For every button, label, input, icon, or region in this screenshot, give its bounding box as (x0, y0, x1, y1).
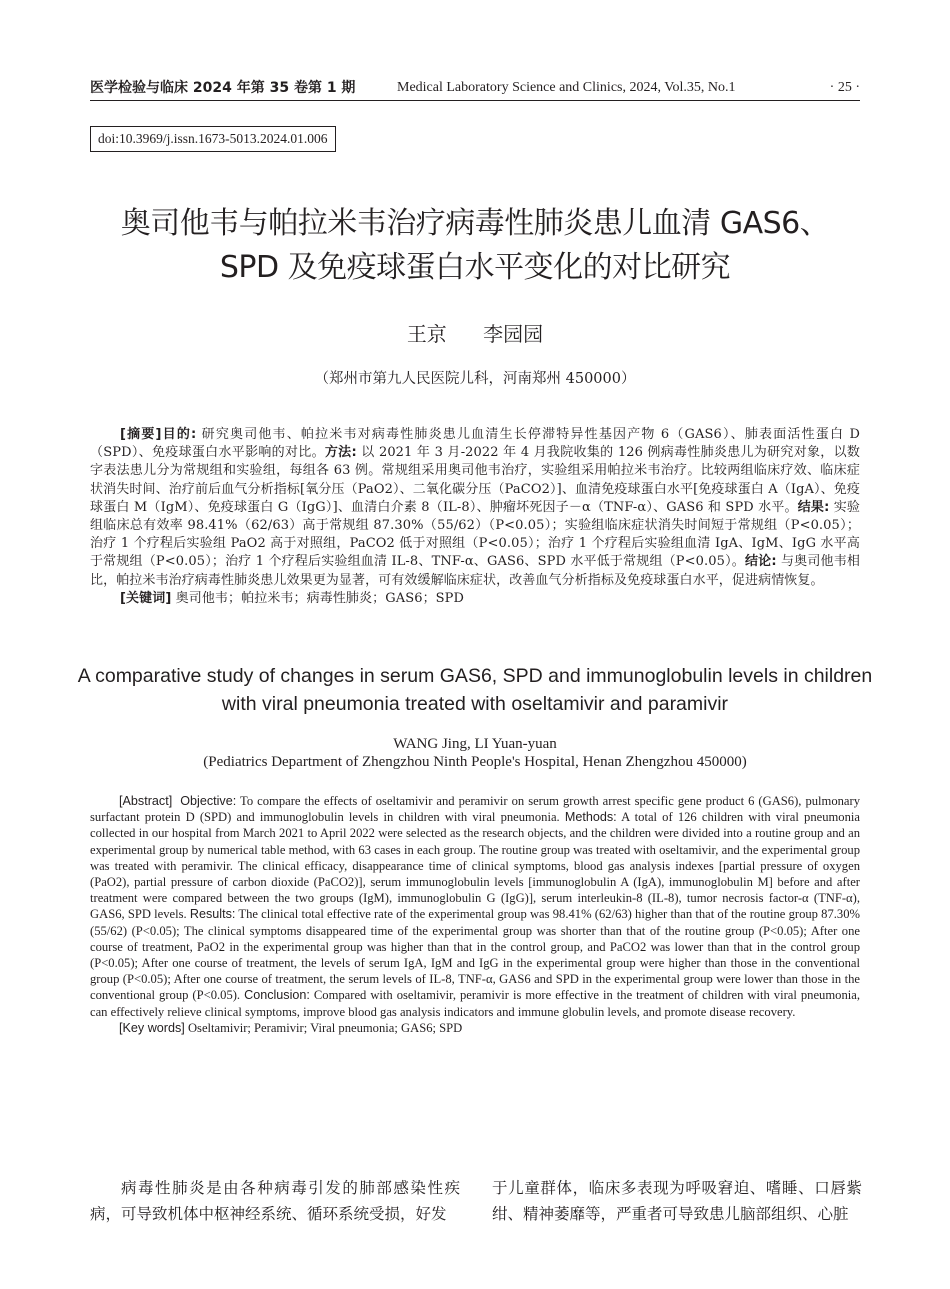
abstract-en (90, 793, 860, 1036)
authors-en: WANG Jing, LI Yuan-yuan (393, 736, 557, 752)
body-column-left (90, 1175, 460, 1227)
title-cn-line-1: 奥司他韦与帕拉米韦治疗病毒性肺炎患儿血清 GAS6、 (120, 206, 830, 241)
result-cn-label: 结果: (797, 499, 830, 515)
abstract-cn (90, 426, 860, 608)
running-header (90, 79, 860, 97)
objective-cn-text: 研究奥司他韦、帕拉米韦对病毒性肺炎患儿血清生长停滞特异性基因产物 6（GAS6）、肺表面活性蛋白 D（SPD）、免疫球蛋白水平影响的对比。 (90, 427, 860, 461)
body-paragraph-right: 于儿童群体，临床多表现为呼吸窘迫、嗜睡、口唇紫绀、精神萎靡等，严重者可导致患儿脑部组织、心脏 (492, 1179, 862, 1223)
methods-en-text: A total of 126 children with viral pneumonia collected in our hospital from March 2021 to April 2022 were selected as the research objects, and the children were divided into a routine group and an experimental group by numerical table method, with 63 cases in each group. The routine group was treated with oseltamivir, and the experimental group was treated with peramivir. The clinical efficacy, disappearance time of clinical symptoms, blood gas analysis indexes [partial pressure of oxygen (PaO2), partial pressure of carbon dioxide (PaCO2)], serum immunoglobulin levels [immunoglobulin A (IgA), immunoglobulin M] before and after treatment were compared between the two groups (IgM), immunoglobulin G (IgG)], serum interleukin-8 (IL-8), tumor necrosis factor-α (TNF-α), GAS6, SPD levels. (90, 810, 860, 922)
journal-name-cn: 医学检验与临床 2024 年第 35 卷第 1 期 (90, 80, 356, 96)
method-cn-label: 方法: (324, 445, 357, 461)
header-rule (90, 100, 860, 101)
body-column-right (492, 1175, 862, 1227)
title-en-line-2: with viral pneumonia treated with oseltamivir and paramivir (221, 693, 729, 715)
affiliation-cn: （郑州市第九人民医院儿科，河南郑州 450000） (314, 371, 636, 387)
method-cn-text: 以 2021 年 3 月-2022 年 4 月我院收集的 126 例病毒性肺炎患儿为研究对象，以数字表法患儿分为常规组和实验组，每组各 63 例。常规组采用奥司他韦治疗，实验组采用帕拉米韦治疗。比较两组临床疗效、临床症状消失时间、治疗前后血气分析指标[氧分压（PaO2）、二氧化碳分压（PaCO2）]、血清免疫球蛋白水平[免疫球蛋白 A（IgA）、免疫球蛋白 M（IgM）、免疫球蛋白 G（IgG）]、血清白介素 8（IL-8）、肿瘤坏死因子－α（TNF-α）、GAS6 和 SPD 水平。 (90, 445, 860, 515)
doi-box[interactable]: doi:10.3969/j.issn.1673-5013.2024.01.006 (90, 126, 336, 152)
body-paragraph-left: 病毒性肺炎是由各种病毒引发的肺部感染性疾病，可导致机体中枢神经系统、循环系统受损，好发 (90, 1179, 460, 1223)
affiliation-en: (Pediatrics Department of Zhengzhou Ninth People's Hospital, Henan Zhengzhou 450000) (203, 754, 747, 770)
conclusion-en-text: Compared with oseltamivir, peramivir is more effective in the treatment of children with viral pneumonia, can effectively relieve clinical symptoms, improve blood gas analysis indicators and immune globulin levels, and promote disease recovery. (90, 988, 860, 1019)
journal-name-en: Medical Laboratory Science and Clinics, 2024, Vol.35, No.1 (397, 80, 736, 95)
results-en-text: The clinical total effective rate of the experimental group was 98.41% (62/63) higher than that of the routine group 87.30% (55/62) (P<0.05); The clinical symptoms disappeared time of the experimental group was shorter than that of the routine group (P<0.05); After one course of treatment, PaO2 in the experimental group was higher than that in the control group, and PaCO2 was lower than that in the control group (P<0.05); After one course of treatment, the levels of serum IgA, IgM and IgG in the experimental group were higher than those in the conventional group (P<0.05); After one course of treatment, the serum levels of IL-8, TNF-α, GAS6 and SPD in the experimental group were lower than those in the conventional group (P<0.05). (90, 907, 861, 1003)
keywords-cn-text: 奥司他韦；帕拉米韦；病毒性肺炎；GAS6；SPD (171, 590, 465, 606)
title-en-line-1: A comparative study of changes in serum GAS6, SPD and immunoglobulin levels in children (77, 665, 873, 687)
title-cn (60, 202, 890, 290)
objective-cn-label: 目的: (161, 427, 197, 442)
abstract-cn-body (90, 426, 860, 590)
results-en-label: Results: (189, 907, 236, 922)
authors-cn: 王京 李园园 (406, 322, 544, 346)
abstract-en-body (90, 793, 860, 1020)
keywords-en (90, 1020, 860, 1036)
title-en (60, 662, 890, 718)
keywords-cn-label: [关键词] (120, 590, 172, 606)
keywords-en-label: [Key words] (119, 1020, 185, 1035)
conclusion-cn-label: 结论: (744, 554, 777, 570)
conclusion-cn-text: 与奥司他韦相比，帕拉米韦治疗病毒性肺炎患儿效果更为显著，可有效缓解临床症状，改善血气分析指标及免疫球蛋白水平，促进病情恢复。 (90, 554, 861, 588)
keywords-cn (90, 590, 860, 608)
abstract-cn-label: [摘要] (120, 427, 162, 442)
result-cn-text: 实验组临床总有效率 98.41%（62/63）高于常规组 87.30%（55/62）（P<0.05）；实验组临床症状消失时间短于常规组（P<0.05）；治疗 1 个疗程后实验组 PaO2 高于对照组，PaCO2 低于对照组（P<0.05）；治疗 1 个疗程后实验组血清 IgA、IgM、IgG 水平高于常规组（P<0.05）；治疗 1 个疗程后实验组血清 IL-8、TNF-α、GAS6、SPD 水平低于常规组（P<0.05）。 (90, 499, 861, 570)
abstract-en-label: [Abstract] (119, 794, 173, 808)
keywords-en-text: Oseltamivir; Peramivir; Viral pneumonia; GAS6; SPD (184, 1020, 463, 1035)
page-number: · 25 · (829, 80, 860, 95)
title-cn-line-2: SPD 及免疫球蛋白水平变化的对比研究 (219, 250, 731, 285)
conclusion-en-label: Conclusion: (244, 988, 310, 1003)
methods-en-label: Methods: (564, 810, 617, 825)
objective-en-text: To compare the effects of oseltamivir and peramivir on serum growth arrest specific gene product 6 (GAS6), pulmonary surfactant protein D (SPD) and immunoglobulin levels in children with viral pneumonia. (90, 794, 861, 825)
objective-en-label: Objective: (180, 794, 237, 808)
